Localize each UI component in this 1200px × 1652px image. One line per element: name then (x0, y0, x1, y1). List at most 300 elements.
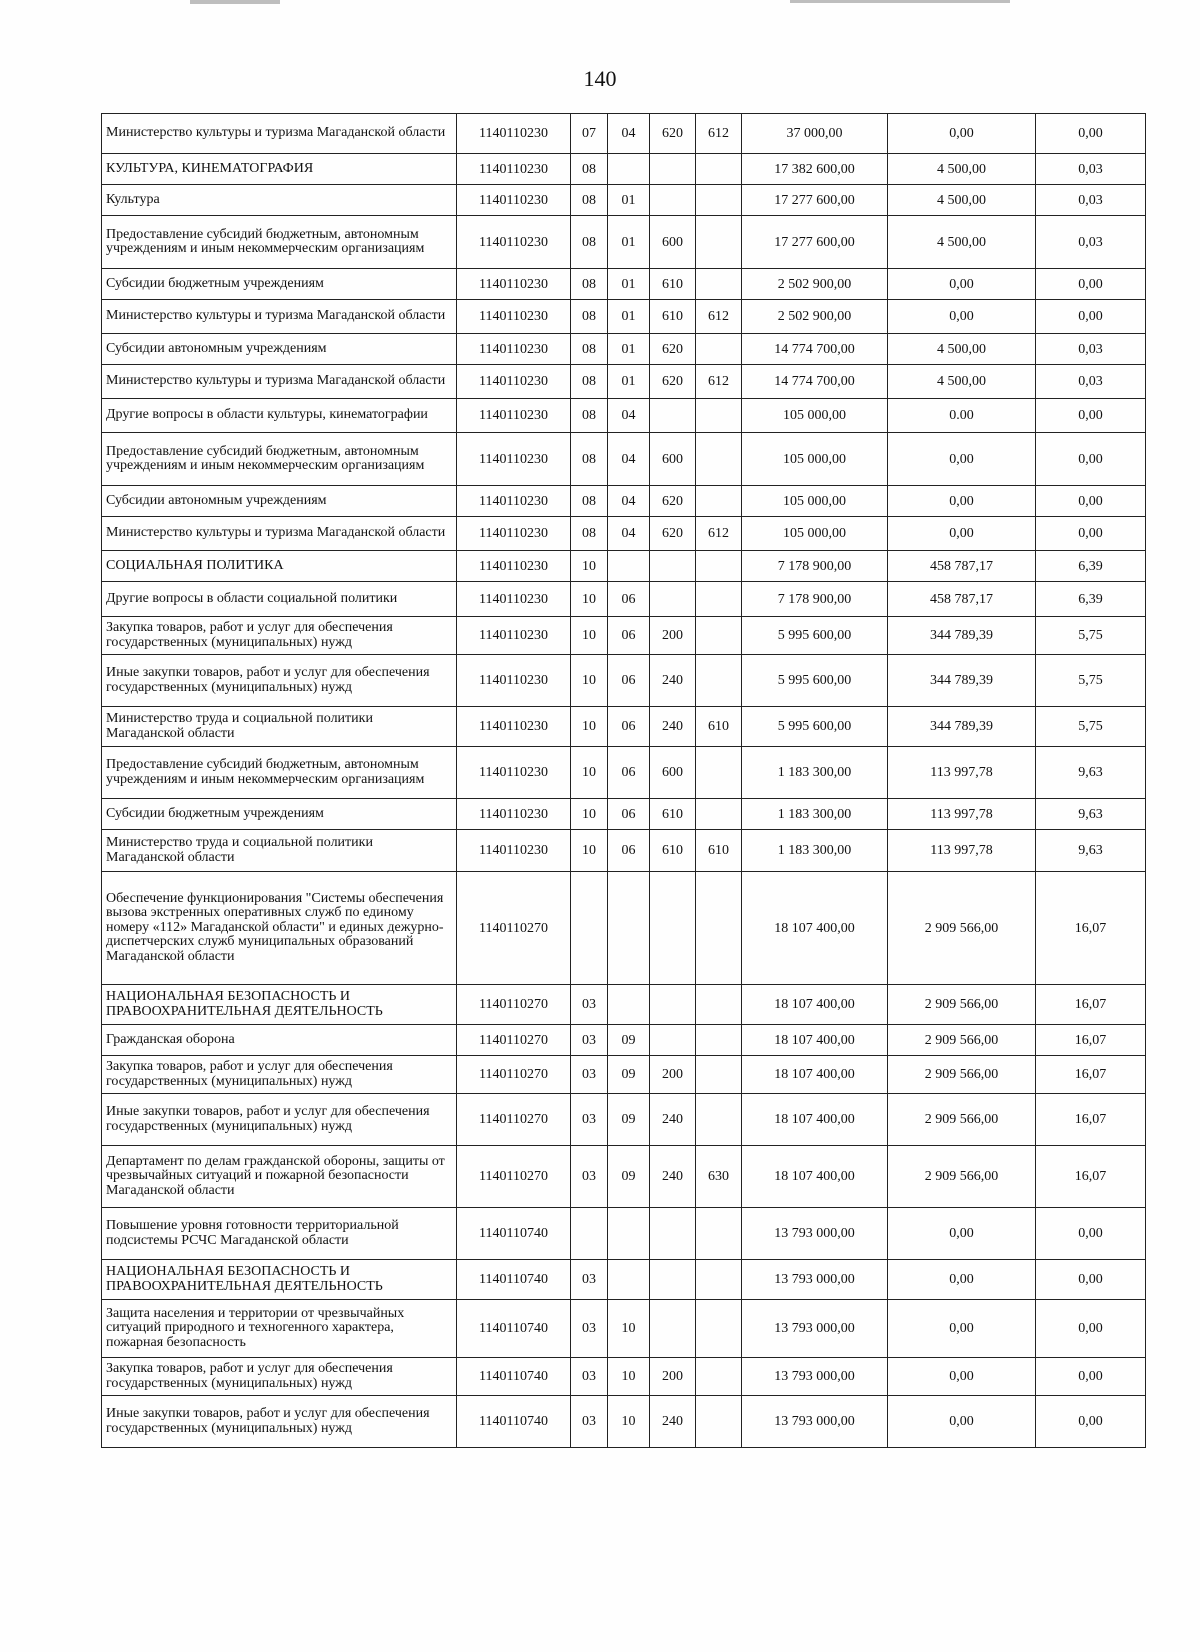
cell-administrator-code (696, 747, 742, 799)
cell-approved-amount: 2 502 900,00 (742, 269, 888, 300)
cell-administrator-code (696, 1208, 742, 1260)
cell-approved-amount: 5 995 600,00 (742, 617, 888, 655)
cell-name: Гражданская оборона (102, 1025, 457, 1056)
table-row (102, 216, 1146, 269)
cell-section: 10 (571, 799, 608, 830)
cell-executed-amount: 458 787,17 (888, 582, 1036, 617)
cell-execution-percent: 0,00 (1036, 1396, 1146, 1448)
cell-name: Иные закупки товаров, работ и услуг для обеспечения государственных (муниципальных) нужд (102, 1396, 457, 1448)
cell-subsection: 06 (608, 582, 650, 617)
cell-execution-percent: 6,39 (1036, 582, 1146, 617)
cell-approved-amount: 18 107 400,00 (742, 1025, 888, 1056)
cell-subsection (608, 985, 650, 1025)
cell-executed-amount: 0,00 (888, 1396, 1036, 1448)
cell-approved-amount: 18 107 400,00 (742, 1146, 888, 1208)
cell-section: 10 (571, 551, 608, 582)
cell-executed-amount: 2 909 566,00 (888, 872, 1036, 985)
cell-section: 10 (571, 707, 608, 747)
cell-target-code: 1140110230 (457, 154, 571, 185)
cell-executed-amount: 4 500,00 (888, 365, 1036, 399)
cell-section: 08 (571, 334, 608, 365)
cell-executed-amount: 113 997,78 (888, 747, 1036, 799)
cell-expense-type (650, 399, 696, 433)
cell-approved-amount: 7 178 900,00 (742, 551, 888, 582)
cell-execution-percent: 0,00 (1036, 1260, 1146, 1300)
cell-section: 08 (571, 300, 608, 334)
cell-target-code: 1140110740 (457, 1300, 571, 1358)
cell-subsection: 01 (608, 269, 650, 300)
cell-expense-type: 200 (650, 1056, 696, 1094)
cell-target-code: 1140110230 (457, 399, 571, 433)
cell-name: Закупка товаров, работ и услуг для обеспечения государственных (муниципальных) нужд (102, 1056, 457, 1094)
cell-subsection: 06 (608, 747, 650, 799)
table-row (102, 985, 1146, 1025)
cell-subsection: 01 (608, 334, 650, 365)
cell-target-code: 1140110230 (457, 551, 571, 582)
cell-execution-percent: 0,03 (1036, 334, 1146, 365)
cell-subsection: 01 (608, 300, 650, 334)
cell-expense-type: 610 (650, 300, 696, 334)
cell-section: 03 (571, 985, 608, 1025)
cell-execution-percent: 0,03 (1036, 185, 1146, 216)
cell-administrator-code (696, 655, 742, 707)
cell-execution-percent: 6,39 (1036, 551, 1146, 582)
cell-administrator-code (696, 269, 742, 300)
cell-executed-amount: 113 997,78 (888, 799, 1036, 830)
cell-section: 08 (571, 433, 608, 486)
cell-administrator-code (696, 185, 742, 216)
cell-executed-amount: 2 909 566,00 (888, 1056, 1036, 1094)
cell-target-code: 1140110740 (457, 1358, 571, 1396)
cell-approved-amount: 105 000,00 (742, 486, 888, 517)
cell-name: Министерство труда и социальной политики Магаданской области (102, 707, 457, 747)
cell-expense-type (650, 1260, 696, 1300)
cell-administrator-code (696, 1300, 742, 1358)
cell-administrator-code (696, 486, 742, 517)
cell-expense-type: 620 (650, 365, 696, 399)
cell-administrator-code: 610 (696, 707, 742, 747)
cell-expense-type (650, 551, 696, 582)
cell-executed-amount: 4 500,00 (888, 185, 1036, 216)
cell-executed-amount: 458 787,17 (888, 551, 1036, 582)
cell-subsection: 01 (608, 185, 650, 216)
cell-administrator-code (696, 1056, 742, 1094)
scan-artifact-mark (790, 0, 1010, 3)
cell-subsection: 01 (608, 365, 650, 399)
cell-section: 08 (571, 399, 608, 433)
cell-approved-amount: 105 000,00 (742, 433, 888, 486)
cell-administrator-code: 612 (696, 517, 742, 551)
cell-executed-amount: 4 500,00 (888, 154, 1036, 185)
cell-target-code: 1140110230 (457, 655, 571, 707)
cell-subsection: 04 (608, 433, 650, 486)
cell-approved-amount: 17 382 600,00 (742, 154, 888, 185)
cell-executed-amount: 0,00 (888, 269, 1036, 300)
cell-approved-amount: 2 502 900,00 (742, 300, 888, 334)
cell-subsection: 09 (608, 1146, 650, 1208)
cell-executed-amount: 344 789,39 (888, 617, 1036, 655)
table-row (102, 830, 1146, 872)
table-row (102, 707, 1146, 747)
cell-approved-amount: 18 107 400,00 (742, 1094, 888, 1146)
cell-execution-percent: 0,03 (1036, 154, 1146, 185)
cell-subsection: 06 (608, 655, 650, 707)
cell-approved-amount: 13 793 000,00 (742, 1358, 888, 1396)
table-row (102, 1025, 1146, 1056)
cell-execution-percent: 16,07 (1036, 1146, 1146, 1208)
cell-expense-type (650, 185, 696, 216)
cell-administrator-code (696, 1396, 742, 1448)
cell-approved-amount: 1 183 300,00 (742, 747, 888, 799)
cell-expense-type: 610 (650, 799, 696, 830)
cell-executed-amount: 0,00 (888, 1300, 1036, 1358)
cell-target-code: 1140110230 (457, 517, 571, 551)
table-row (102, 185, 1146, 216)
table-row (102, 1208, 1146, 1260)
cell-administrator-code: 612 (696, 365, 742, 399)
cell-executed-amount: 0.00 (888, 399, 1036, 433)
cell-subsection: 10 (608, 1358, 650, 1396)
cell-subsection: 04 (608, 399, 650, 433)
cell-approved-amount: 18 107 400,00 (742, 872, 888, 985)
cell-section: 03 (571, 1056, 608, 1094)
cell-approved-amount: 14 774 700,00 (742, 365, 888, 399)
cell-target-code: 1140110740 (457, 1396, 571, 1448)
cell-executed-amount: 0,00 (888, 1358, 1036, 1396)
cell-name: НАЦИОНАЛЬНАЯ БЕЗОПАСНОСТЬ И ПРАВООХРАНИТЕЛЬНАЯ ДЕЯТЕЛЬНОСТЬ (102, 985, 457, 1025)
cell-name: Другие вопросы в области культуры, кинематографии (102, 399, 457, 433)
cell-subsection (608, 1260, 650, 1300)
cell-approved-amount: 105 000,00 (742, 517, 888, 551)
cell-expense-type: 600 (650, 216, 696, 269)
cell-subsection: 06 (608, 830, 650, 872)
cell-executed-amount: 4 500,00 (888, 216, 1036, 269)
cell-administrator-code (696, 334, 742, 365)
cell-approved-amount: 18 107 400,00 (742, 985, 888, 1025)
cell-approved-amount: 17 277 600,00 (742, 185, 888, 216)
cell-approved-amount: 1 183 300,00 (742, 830, 888, 872)
cell-target-code: 1140110230 (457, 216, 571, 269)
cell-executed-amount: 2 909 566,00 (888, 985, 1036, 1025)
cell-execution-percent: 0,00 (1036, 517, 1146, 551)
cell-name: Предоставление субсидий бюджетным, автономным учреждениям и иным некоммерческим организациям (102, 216, 457, 269)
cell-execution-percent: 9,63 (1036, 830, 1146, 872)
cell-name: Министерство культуры и туризма Магаданской области (102, 365, 457, 399)
table-row (102, 300, 1146, 334)
cell-target-code: 1140110230 (457, 486, 571, 517)
cell-approved-amount: 5 995 600,00 (742, 655, 888, 707)
cell-subsection (608, 1208, 650, 1260)
cell-executed-amount: 2 909 566,00 (888, 1025, 1036, 1056)
cell-executed-amount: 0,00 (888, 1208, 1036, 1260)
cell-execution-percent: 5,75 (1036, 617, 1146, 655)
cell-executed-amount: 113 997,78 (888, 830, 1036, 872)
cell-target-code: 1140110230 (457, 269, 571, 300)
cell-execution-percent: 0,00 (1036, 269, 1146, 300)
cell-administrator-code (696, 216, 742, 269)
cell-expense-type: 240 (650, 1396, 696, 1448)
cell-administrator-code: 612 (696, 300, 742, 334)
cell-section: 03 (571, 1094, 608, 1146)
cell-target-code: 1140110230 (457, 707, 571, 747)
table-row (102, 617, 1146, 655)
cell-section (571, 1208, 608, 1260)
cell-expense-type: 620 (650, 114, 696, 154)
cell-target-code: 1140110230 (457, 114, 571, 154)
cell-execution-percent: 5,75 (1036, 707, 1146, 747)
cell-approved-amount: 13 793 000,00 (742, 1260, 888, 1300)
cell-expense-type: 600 (650, 433, 696, 486)
cell-name: Защита населения и территории от чрезвычайных ситуаций природного и техногенного характера, пожарная безопасность (102, 1300, 457, 1358)
cell-administrator-code: 612 (696, 114, 742, 154)
cell-target-code: 1140110230 (457, 582, 571, 617)
cell-subsection: 01 (608, 216, 650, 269)
cell-administrator-code (696, 154, 742, 185)
cell-administrator-code (696, 433, 742, 486)
cell-target-code: 1140110270 (457, 985, 571, 1025)
cell-expense-type: 240 (650, 1094, 696, 1146)
cell-section: 10 (571, 747, 608, 799)
cell-subsection (608, 872, 650, 985)
table-row (102, 551, 1146, 582)
cell-target-code: 1140110270 (457, 1146, 571, 1208)
cell-execution-percent: 0,00 (1036, 300, 1146, 334)
table-row (102, 1358, 1146, 1396)
cell-name: Субсидии автономным учреждениям (102, 334, 457, 365)
cell-name: Субсидии бюджетным учреждениям (102, 799, 457, 830)
cell-name: Другие вопросы в области социальной политики (102, 582, 457, 617)
cell-target-code: 1140110230 (457, 334, 571, 365)
cell-administrator-code (696, 617, 742, 655)
cell-executed-amount: 4 500,00 (888, 334, 1036, 365)
cell-subsection: 04 (608, 517, 650, 551)
cell-target-code: 1140110230 (457, 433, 571, 486)
cell-target-code: 1140110270 (457, 1056, 571, 1094)
cell-section: 08 (571, 486, 608, 517)
cell-administrator-code: 630 (696, 1146, 742, 1208)
cell-expense-type: 200 (650, 617, 696, 655)
cell-name: Министерство культуры и туризма Магаданской области (102, 517, 457, 551)
cell-execution-percent: 16,07 (1036, 985, 1146, 1025)
table-row (102, 433, 1146, 486)
cell-execution-percent: 0,03 (1036, 365, 1146, 399)
cell-subsection: 06 (608, 617, 650, 655)
cell-executed-amount: 0,00 (888, 1260, 1036, 1300)
cell-section: 08 (571, 517, 608, 551)
cell-name: Иные закупки товаров, работ и услуг для обеспечения государственных (муниципальных) нужд (102, 655, 457, 707)
cell-approved-amount: 5 995 600,00 (742, 707, 888, 747)
cell-administrator-code (696, 551, 742, 582)
cell-execution-percent: 16,07 (1036, 1025, 1146, 1056)
table-row (102, 1396, 1146, 1448)
cell-subsection: 10 (608, 1396, 650, 1448)
cell-approved-amount: 37 000,00 (742, 114, 888, 154)
cell-execution-percent: 0,00 (1036, 1300, 1146, 1358)
scan-artifact-mark (190, 0, 280, 4)
cell-name: Министерство труда и социальной политики Магаданской области (102, 830, 457, 872)
cell-name: Предоставление субсидий бюджетным, автономным учреждениям и иным некоммерческим организациям (102, 433, 457, 486)
table-row (102, 399, 1146, 433)
cell-target-code: 1140110230 (457, 185, 571, 216)
table-row (102, 747, 1146, 799)
cell-execution-percent: 0,00 (1036, 486, 1146, 517)
cell-approved-amount: 14 774 700,00 (742, 334, 888, 365)
table-row (102, 486, 1146, 517)
cell-subsection: 10 (608, 1300, 650, 1358)
table-row (102, 1260, 1146, 1300)
cell-target-code: 1140110230 (457, 617, 571, 655)
cell-execution-percent: 0,00 (1036, 1208, 1146, 1260)
table-row (102, 334, 1146, 365)
page-number: 140 (583, 66, 617, 91)
cell-name: СОЦИАЛЬНАЯ ПОЛИТИКА (102, 551, 457, 582)
cell-name: Министерство культуры и туризма Магаданской области (102, 300, 457, 334)
cell-approved-amount: 7 178 900,00 (742, 582, 888, 617)
cell-target-code: 1140110740 (457, 1208, 571, 1260)
cell-approved-amount: 13 793 000,00 (742, 1208, 888, 1260)
cell-section: 03 (571, 1260, 608, 1300)
cell-target-code: 1140110740 (457, 1260, 571, 1300)
cell-name: Субсидии бюджетным учреждениям (102, 269, 457, 300)
cell-execution-percent: 16,07 (1036, 872, 1146, 985)
table-row (102, 1146, 1146, 1208)
cell-executed-amount: 0,00 (888, 114, 1036, 154)
cell-target-code: 1140110230 (457, 365, 571, 399)
cell-administrator-code (696, 399, 742, 433)
cell-approved-amount: 13 793 000,00 (742, 1300, 888, 1358)
cell-subsection: 09 (608, 1094, 650, 1146)
cell-subsection (608, 551, 650, 582)
cell-subsection: 04 (608, 114, 650, 154)
cell-expense-type: 620 (650, 517, 696, 551)
cell-approved-amount: 17 277 600,00 (742, 216, 888, 269)
cell-section: 03 (571, 1146, 608, 1208)
cell-expense-type (650, 985, 696, 1025)
cell-expense-type: 240 (650, 1146, 696, 1208)
cell-name: Закупка товаров, работ и услуг для обеспечения государственных (муниципальных) нужд (102, 617, 457, 655)
table-row (102, 582, 1146, 617)
cell-name: НАЦИОНАЛЬНАЯ БЕЗОПАСНОСТЬ И ПРАВООХРАНИТЕЛЬНАЯ ДЕЯТЕЛЬНОСТЬ (102, 1260, 457, 1300)
cell-section: 03 (571, 1396, 608, 1448)
cell-expense-type (650, 1208, 696, 1260)
cell-name: Предоставление субсидий бюджетным, автономным учреждениям и иным некоммерческим организациям (102, 747, 457, 799)
cell-name: Департамент по делам гражданской обороны, защиты от чрезвычайных ситуаций и пожарной безопасности Магаданской области (102, 1146, 457, 1208)
cell-section: 10 (571, 617, 608, 655)
budget-table (101, 113, 1146, 1448)
cell-approved-amount: 1 183 300,00 (742, 799, 888, 830)
cell-administrator-code (696, 799, 742, 830)
cell-target-code: 1140110230 (457, 830, 571, 872)
cell-execution-percent: 0,00 (1036, 114, 1146, 154)
table-row (102, 517, 1146, 551)
cell-administrator-code (696, 1025, 742, 1056)
cell-executed-amount: 344 789,39 (888, 707, 1036, 747)
table-row (102, 114, 1146, 154)
cell-administrator-code: 610 (696, 830, 742, 872)
cell-name: Иные закупки товаров, работ и услуг для обеспечения государственных (муниципальных) нужд (102, 1094, 457, 1146)
cell-administrator-code (696, 1358, 742, 1396)
cell-name: Субсидии автономным учреждениям (102, 486, 457, 517)
cell-name: Обеспечение функционирования "Системы обеспечения вызова экстренных оперативных служб по единому номеру «112» Магаданской области" и единых дежурно-диспетчерских служб муниципальных образований Магаданской области (102, 872, 457, 985)
cell-approved-amount: 13 793 000,00 (742, 1396, 888, 1448)
cell-execution-percent: 9,63 (1036, 799, 1146, 830)
table-row (102, 1056, 1146, 1094)
cell-executed-amount: 2 909 566,00 (888, 1094, 1036, 1146)
cell-expense-type: 240 (650, 707, 696, 747)
cell-target-code: 1140110270 (457, 1025, 571, 1056)
table-row (102, 365, 1146, 399)
cell-section: 10 (571, 582, 608, 617)
table-row (102, 799, 1146, 830)
table-row (102, 655, 1146, 707)
cell-subsection: 09 (608, 1056, 650, 1094)
cell-section: 08 (571, 269, 608, 300)
cell-approved-amount: 18 107 400,00 (742, 1056, 888, 1094)
cell-target-code: 1140110230 (457, 799, 571, 830)
cell-expense-type (650, 1025, 696, 1056)
cell-section: 08 (571, 365, 608, 399)
cell-name: Министерство культуры и туризма Магаданской области (102, 114, 457, 154)
cell-name: Закупка товаров, работ и услуг для обеспечения государственных (муниципальных) нужд (102, 1358, 457, 1396)
cell-section: 03 (571, 1358, 608, 1396)
cell-executed-amount: 0,00 (888, 433, 1036, 486)
cell-executed-amount: 344 789,39 (888, 655, 1036, 707)
cell-name: КУЛЬТУРА, КИНЕМАТОГРАФИЯ (102, 154, 457, 185)
cell-execution-percent: 16,07 (1036, 1094, 1146, 1146)
cell-executed-amount: 0,00 (888, 517, 1036, 551)
cell-subsection: 06 (608, 799, 650, 830)
table-row (102, 154, 1146, 185)
cell-administrator-code (696, 1094, 742, 1146)
cell-execution-percent: 9,63 (1036, 747, 1146, 799)
cell-section: 08 (571, 216, 608, 269)
cell-execution-percent: 0,00 (1036, 1358, 1146, 1396)
cell-expense-type: 620 (650, 334, 696, 365)
cell-expense-type: 610 (650, 830, 696, 872)
cell-executed-amount: 0,00 (888, 486, 1036, 517)
cell-section: 10 (571, 830, 608, 872)
table-row (102, 1300, 1146, 1358)
cell-execution-percent: 0,00 (1036, 399, 1146, 433)
cell-section: 08 (571, 185, 608, 216)
cell-expense-type (650, 154, 696, 185)
cell-subsection: 09 (608, 1025, 650, 1056)
cell-expense-type: 200 (650, 1358, 696, 1396)
cell-subsection: 06 (608, 707, 650, 747)
cell-section: 07 (571, 114, 608, 154)
cell-expense-type (650, 1300, 696, 1358)
cell-execution-percent: 0,00 (1036, 433, 1146, 486)
table-row (102, 1094, 1146, 1146)
cell-administrator-code (696, 582, 742, 617)
cell-name: Культура (102, 185, 457, 216)
cell-administrator-code (696, 985, 742, 1025)
table-row (102, 872, 1146, 985)
cell-expense-type: 620 (650, 486, 696, 517)
cell-section: 03 (571, 1025, 608, 1056)
cell-target-code: 1140110230 (457, 747, 571, 799)
cell-approved-amount: 105 000,00 (742, 399, 888, 433)
cell-administrator-code (696, 872, 742, 985)
cell-section (571, 872, 608, 985)
cell-name: Повышение уровня готовности территориальной подсистемы РСЧС Магаданской области (102, 1208, 457, 1260)
cell-execution-percent: 16,07 (1036, 1056, 1146, 1094)
cell-expense-type: 600 (650, 747, 696, 799)
cell-target-code: 1140110270 (457, 872, 571, 985)
cell-expense-type: 610 (650, 269, 696, 300)
cell-execution-percent: 5,75 (1036, 655, 1146, 707)
cell-section: 03 (571, 1300, 608, 1358)
